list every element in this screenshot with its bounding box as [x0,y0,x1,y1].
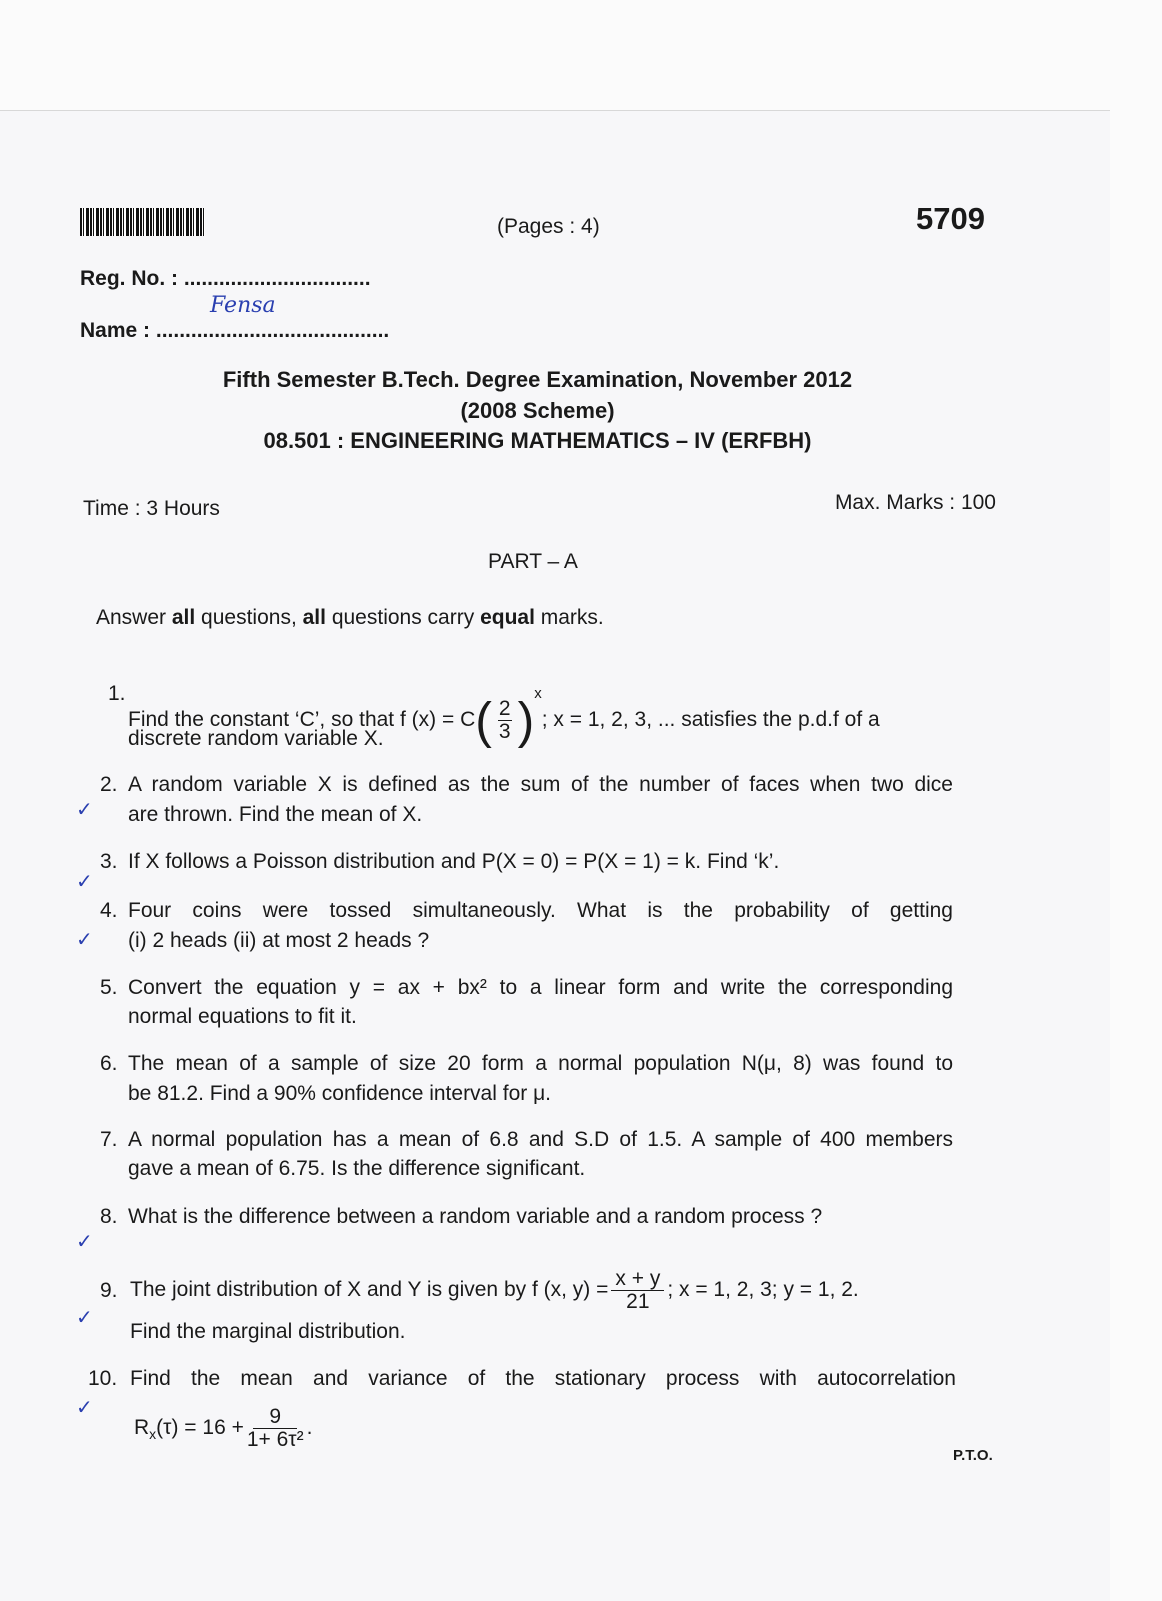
question-5-line2: normal equations to fit it. [128,1005,357,1028]
question-5: Convert the equation y = ax + bx² to a linear form and write the corresponding [128,976,953,999]
paper-code: 5709 [916,201,985,236]
question-number: 6. [100,1052,118,1075]
question-number: 2. [100,773,118,796]
question-9-line2: Find the marginal distribution. [130,1320,406,1343]
barcode [80,208,205,236]
check-mark-icon: ✓ [76,1231,93,1253]
reg-no-label: Reg. No. : ................................ [80,267,371,290]
question-number: 8. [100,1205,118,1228]
exam-title: Fifth Semester B.Tech. Degree Examination, November 2012 [222,367,853,392]
question-6-line2: be 81.2. Find a 90% confidence interval for μ. [128,1082,552,1105]
question-1: Find the constant ‘C’, so that f (x) = C( $\frac{2}{3}$ )$^x$; x = 1, 2, 3, ... satisfies the p.d.f of a [128,685,880,749]
pages-count: (Pages : 4) [497,215,600,238]
question-number: 7. [100,1128,118,1151]
name-label: Name : ........................................ [80,319,390,342]
scheme: (2008 Scheme) [460,398,615,423]
question-number: 4. [100,899,118,922]
question-6: The mean of a sample of size 20 form a normal population N(μ, 8) was found to [128,1052,953,1075]
question-9: The joint distribution of X and Y is given by f (x, y) = $\frac{x + y}{21}$ ; x = 1, 2, 3; y = 1, 2. [130,1266,859,1313]
check-mark-icon: ✓ [76,1397,93,1419]
subject: 08.501 : ENGINEERING MATHEMATICS – IV (ERFBH) [263,428,812,453]
question-number: 3. [100,850,118,873]
check-mark-icon: ✓ [76,871,93,893]
question-4-line2: (i) 2 heads (ii) at most 2 heads ? [128,929,430,952]
question-10: Find the mean and variance of the stationary process with autocorrelation [130,1367,956,1390]
question-7-line2: gave a mean of 6.75. Is the difference significant. [128,1157,586,1180]
part-heading: PART – A [488,550,578,573]
question-7: A normal population has a mean of 6.8 and S.D of 1.5. A sample of 400 members [128,1128,953,1151]
check-mark-icon: ✓ [76,1307,93,1329]
check-mark-icon: ✓ [76,799,93,821]
check-mark-icon: ✓ [76,929,93,951]
question-4: Four coins were tossed simultaneously. What is the probability of getting [128,899,953,922]
question-1-line2: discrete random variable X. [128,727,384,750]
max-marks: Max. Marks : 100 [834,491,996,514]
question-8: What is the difference between a random variable and a random process ? [128,1205,823,1228]
pto: P.T.O. [953,1447,993,1464]
handwritten-name: Fensa [210,293,276,318]
question-2: A random variable X is defined as the sum of the number of faces when two dice [128,773,953,796]
question-number: 1. [108,682,126,705]
instruction: Answer all questions, all questions carry equal marks. [96,606,604,629]
question-10-formula: $R_x(\tau) = 16$ + $\frac{9}{\text{1+ 6τ²}}$ . [134,1404,313,1451]
question-number: 5. [100,976,118,999]
question-number: 9. [100,1279,118,1302]
question-2-line2: are thrown. Find the mean of X. [128,803,423,826]
question-number: 10. [88,1367,118,1390]
time: Time : 3 Hours [83,497,220,520]
question-3: If X follows a Poisson distribution and P(X = 0) = P(X = 1) = k. Find ‘k’. [128,850,780,873]
